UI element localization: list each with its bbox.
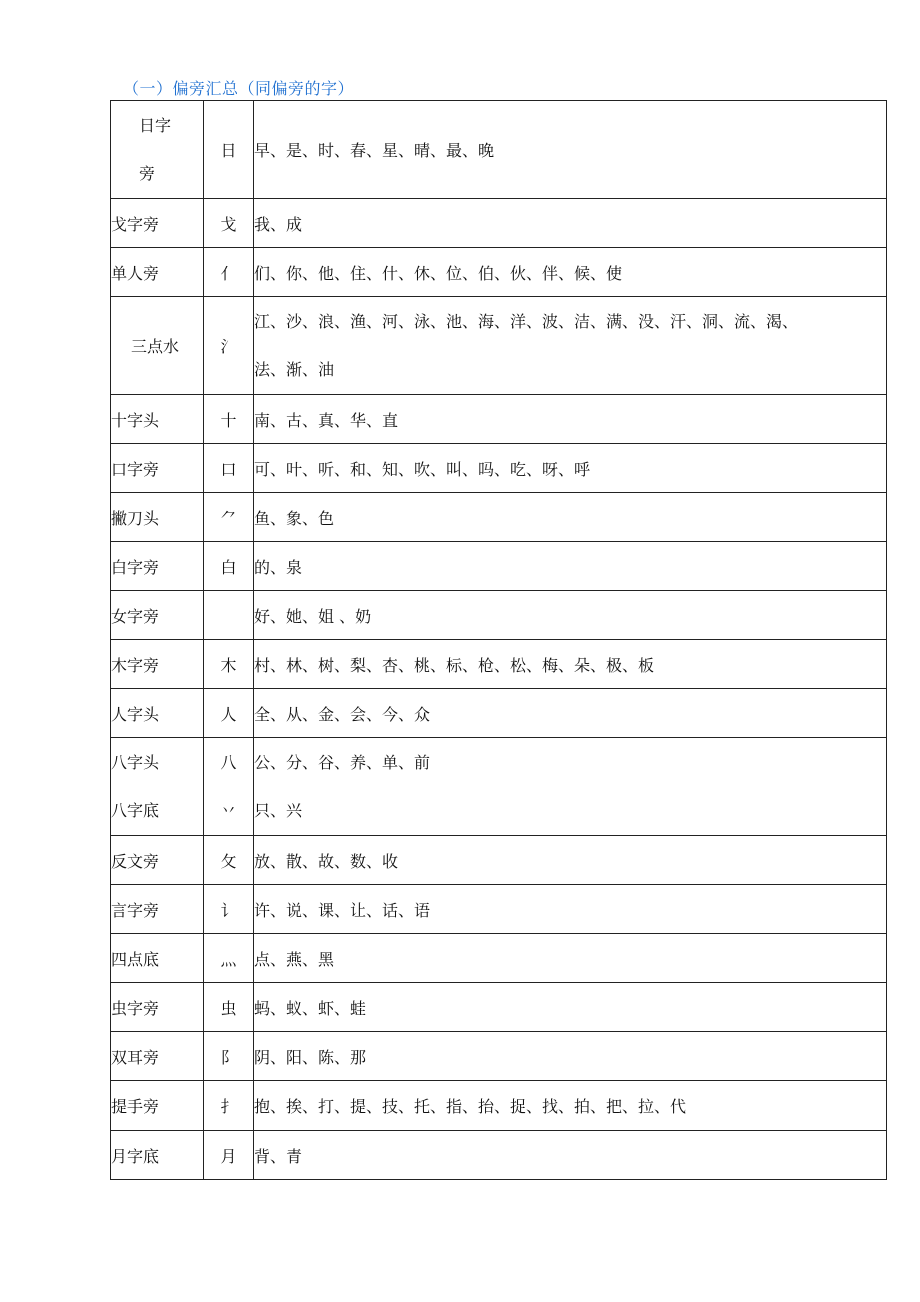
table-row [111, 542, 887, 591]
chars-cell: 点、燕、黑 [254, 934, 887, 983]
radical-name: 十字头 [111, 395, 204, 444]
radical-cell: 讠 [204, 885, 254, 934]
radical-name: 撇刀头 [111, 493, 204, 542]
radical-cell: 白 [204, 542, 254, 591]
chars-cell: 好、她、姐 、奶 [254, 591, 887, 640]
table-row [111, 1081, 887, 1131]
chars-cell: 可、叶、听、和、知、吹、叫、吗、吃、呀、呼 [254, 444, 887, 493]
radical-name: 木字旁 [111, 640, 204, 689]
chars-cell: 抱、挨、打、提、技、托、指、抬、捉、找、拍、把、拉、代 [254, 1081, 887, 1131]
radical-name: 虫字旁 [111, 983, 204, 1032]
chars-cell [254, 297, 887, 395]
table-row [111, 689, 887, 738]
radical-name: 戈字旁 [111, 199, 204, 248]
radical-cell: 月 [204, 1131, 254, 1180]
chars-line: 只、兴 [254, 800, 303, 820]
chars-line: 法、渐、油 [254, 359, 335, 379]
table-row [111, 640, 887, 689]
radical-cell [204, 591, 254, 640]
radical-name: 月字底 [111, 1131, 204, 1180]
chars-cell: 背、青 [254, 1131, 887, 1180]
radical-cell: 十 [204, 395, 254, 444]
chars-cell: 村、林、树、梨、杏、桃、标、枪、松、梅、朵、极、板 [254, 640, 887, 689]
chars-cell: 南、古、真、华、直 [254, 395, 887, 444]
table-row [111, 1131, 887, 1180]
radical-cell: ⺈ [204, 493, 254, 542]
radical-name: 女字旁 [111, 591, 204, 640]
radical-name: 四点底 [111, 934, 204, 983]
radical-cell: 木 [204, 640, 254, 689]
radical-cell: 口 [204, 444, 254, 493]
table-row [111, 395, 887, 444]
radical-name: 人字头 [111, 689, 204, 738]
radical-name: 日字旁 [139, 115, 172, 183]
chars-cell [254, 738, 887, 836]
chars-cell: 全、从、金、会、今、众 [254, 689, 887, 738]
table-row [111, 738, 887, 836]
table-row [111, 885, 887, 934]
radical-name: 单人旁 [111, 248, 204, 297]
radical-name: 言字旁 [111, 885, 204, 934]
chars-cell: 鱼、象、色 [254, 493, 887, 542]
chars-cell: 我、成 [254, 199, 887, 248]
chars-cell: 早、是、时、春、星、晴、最、晚 [254, 101, 887, 199]
table-row [111, 493, 887, 542]
radical-cell: 扌 [204, 1081, 254, 1131]
table-row [111, 1032, 887, 1081]
radical-cell: 亻 [204, 248, 254, 297]
chars-line: 江、沙、浪、渔、河、泳、池、海、洋、波、洁、满、没、汗、洞、流、渴、 [254, 311, 799, 331]
radical-cell: 日 [204, 101, 254, 199]
chars-cell: 蚂、蚁、虾、蛙 [254, 983, 887, 1032]
table-row [111, 836, 887, 885]
chars-cell: 阴、阳、陈、那 [254, 1032, 887, 1081]
table-row [111, 248, 887, 297]
table-row [111, 591, 887, 640]
chars-cell: 许、说、课、让、话、语 [254, 885, 887, 934]
table-row [111, 297, 887, 395]
radical-name: 白字旁 [111, 542, 204, 591]
radical-cell: 戈 [204, 199, 254, 248]
chars-cell: 的、泉 [254, 542, 887, 591]
radical-name: 提手旁 [111, 1081, 204, 1131]
table-row [111, 199, 887, 248]
radical-name: 口字旁 [111, 444, 204, 493]
radical-cell: 氵 [204, 297, 254, 395]
table-row [111, 444, 887, 493]
radical-cell: 灬 [204, 934, 254, 983]
radical-cell: 人 [204, 689, 254, 738]
radical-name: 八字头 [111, 752, 160, 772]
radical-table [110, 100, 887, 1180]
radical-name: 八字底 [111, 800, 160, 820]
radical-name: 反文旁 [111, 836, 204, 885]
radical-cell [204, 738, 254, 836]
radical-name-cell [111, 738, 204, 836]
table-row [111, 101, 887, 199]
radical-cell: 虫 [204, 983, 254, 1032]
table-row [111, 983, 887, 1032]
chars-line: 公、分、谷、养、单、前 [254, 752, 431, 772]
radical-name: 三点水 [111, 297, 204, 395]
radical-cell: 阝 [204, 1032, 254, 1081]
radical-cell: 攵 [204, 836, 254, 885]
radical-glyph: 丷 [220, 800, 237, 820]
table-row [111, 934, 887, 983]
chars-cell: 放、散、故、数、收 [254, 836, 887, 885]
radical-glyph: 八 [220, 752, 237, 772]
radical-name-cell [111, 101, 204, 199]
section-heading: （一）偏旁汇总（同偏旁的字） [123, 79, 355, 98]
radical-name: 双耳旁 [111, 1032, 204, 1081]
chars-cell: 们、你、他、住、什、休、位、伯、伙、伴、候、使 [254, 248, 887, 297]
